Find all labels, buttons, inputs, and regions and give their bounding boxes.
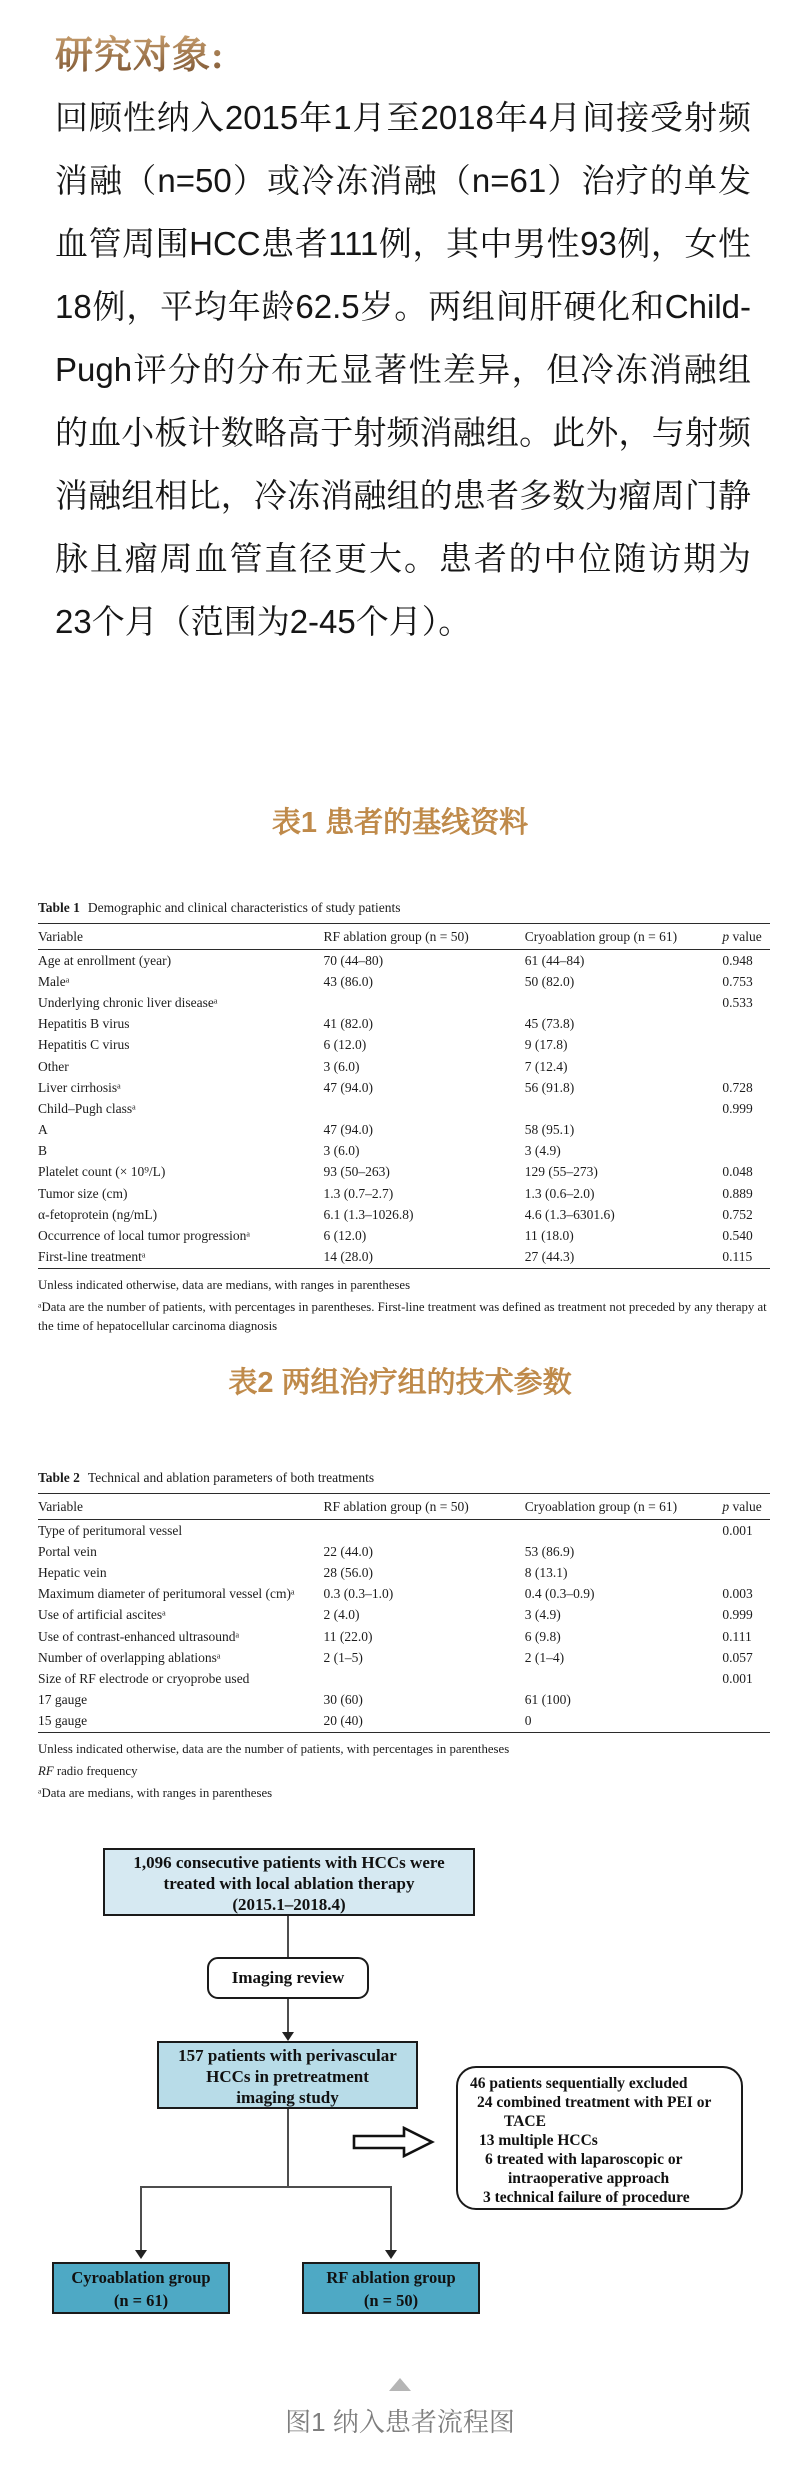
table1-footnotes bbox=[38, 1276, 770, 1337]
figure-caption: 图1 纳入患者流程图 bbox=[285, 2407, 515, 2437]
footnote-text: ᵃData are the number of patients, with percentages in parentheses. First-line treatment was defined as treatment not preceded by any therapy at the time of hepatocellular carcinoma diagnosis bbox=[38, 1299, 767, 1334]
row-p-value: 0.003 bbox=[722, 1586, 753, 1602]
table-row bbox=[38, 1562, 770, 1583]
flow-box-rf-line2: (n = 50) bbox=[363, 2291, 419, 2310]
flow-box-perivascular-line1: 157 patients with perivascular bbox=[178, 2046, 397, 2065]
table-row bbox=[38, 1690, 770, 1711]
table1-header-row bbox=[38, 924, 770, 950]
table-row bbox=[38, 1077, 770, 1098]
table-row bbox=[38, 1520, 770, 1542]
table2-header-variable: Variable bbox=[38, 1494, 323, 1520]
row-variable: Size of RF electrode or cryoprobe used bbox=[38, 1670, 250, 1686]
row-cryo-value bbox=[525, 992, 723, 1013]
table2-title-label: Table 2 bbox=[38, 1470, 80, 1485]
row-cryo-value bbox=[525, 1520, 723, 1542]
row-cryo-value: 2 (1–4) bbox=[524, 1649, 565, 1665]
row-cryo-value: 1.3 (0.6–2.0) bbox=[524, 1185, 595, 1201]
row-p-value: 0.889 bbox=[722, 1185, 753, 1201]
row-rf-value: 14 (28.0) bbox=[323, 1249, 373, 1265]
row-variable: Number of overlapping ablationsᵃ bbox=[38, 1649, 221, 1665]
row-p-value bbox=[722, 1690, 770, 1711]
row-p-value: 0.111 bbox=[722, 1628, 752, 1644]
flow-box-perivascular-line3: imaging study bbox=[236, 2088, 339, 2107]
footnote bbox=[38, 1762, 770, 1782]
row-p-value: 0.753 bbox=[722, 973, 753, 989]
row-p-value bbox=[722, 1711, 770, 1733]
footnote bbox=[38, 1740, 770, 1760]
connector-line bbox=[140, 2186, 392, 2188]
row-variable: Use of artificial ascitesᵃ bbox=[38, 1607, 166, 1623]
row-p-value: 0.948 bbox=[722, 952, 753, 968]
row-cryo-value: 7 (12.4) bbox=[524, 1058, 568, 1074]
table2-title bbox=[38, 1470, 770, 1486]
row-variable: 17 gauge bbox=[38, 1692, 88, 1708]
table1-header-rf-group: RF ablation group (n = 50) bbox=[323, 924, 524, 950]
flow-box-perivascular-line2: HCCs in pretreatment bbox=[206, 2067, 369, 2086]
row-rf-value bbox=[323, 992, 524, 1013]
row-p-value: 0.001 bbox=[722, 1522, 753, 1538]
excluded-line: 3 technical failure of procedure bbox=[483, 2189, 690, 2206]
footnote-text: Unless indicated otherwise, data are the number of patients, with percentages in parentheses bbox=[38, 1741, 510, 1756]
table2-caption-cn: 表2 两组治疗组的技术参数 bbox=[228, 1367, 572, 1399]
footnote bbox=[38, 1298, 770, 1338]
row-rf-value: 3 (6.0) bbox=[323, 1143, 360, 1159]
flow-box-all-patients bbox=[103, 1848, 475, 1916]
row-variable: Type of peritumoral vessel bbox=[38, 1522, 183, 1538]
row-rf-value: 11 (22.0) bbox=[323, 1628, 373, 1644]
table-row bbox=[38, 1141, 770, 1162]
connector-line bbox=[287, 2109, 289, 2186]
row-variable: Underlying chronic liver diseaseᵃ bbox=[38, 994, 218, 1010]
row-rf-value: 70 (44–80) bbox=[323, 952, 384, 968]
row-rf-value: 6 (12.0) bbox=[323, 1037, 367, 1053]
row-cryo-value bbox=[525, 1668, 723, 1689]
row-p-value: 0.752 bbox=[722, 1206, 753, 1222]
table1-title bbox=[38, 900, 770, 916]
row-variable: Use of contrast-enhanced ultrasoundᵃ bbox=[38, 1628, 240, 1644]
row-variable: Hepatic vein bbox=[38, 1564, 107, 1580]
row-cryo-value: 6 (9.8) bbox=[524, 1628, 561, 1644]
row-rf-value: 1.3 (0.7–2.7) bbox=[323, 1185, 394, 1201]
connector-line bbox=[287, 1999, 289, 2033]
excluded-line: TACE bbox=[504, 2113, 546, 2130]
row-variable: Maleᵃ bbox=[38, 973, 70, 989]
table2-header-row bbox=[38, 1494, 770, 1520]
row-p-value: 0.057 bbox=[722, 1649, 753, 1665]
table-row bbox=[38, 1204, 770, 1225]
table-row bbox=[38, 1605, 770, 1626]
row-rf-value: 20 (40) bbox=[323, 1713, 363, 1729]
excluded-line: 24 combined treatment with PEI or bbox=[477, 2094, 712, 2111]
row-variable: Liver cirrhosisᵃ bbox=[38, 1079, 121, 1095]
row-variable: First-line treatmentᵃ bbox=[38, 1249, 146, 1265]
row-variable: Child–Pugh classᵃ bbox=[38, 1100, 136, 1116]
table-row bbox=[38, 950, 770, 972]
row-variable: Hepatitis C virus bbox=[38, 1037, 130, 1053]
table2-header-cryo-group: Cryoablation group (n = 61) bbox=[525, 1494, 723, 1520]
row-p-value: 0.048 bbox=[722, 1164, 753, 1180]
table-row bbox=[38, 1120, 770, 1141]
row-rf-value: 47 (94.0) bbox=[323, 1122, 373, 1138]
row-cryo-value: 4.6 (1.3–6301.6) bbox=[524, 1206, 615, 1222]
row-variable: α-fetoprotein (ng/mL) bbox=[38, 1206, 158, 1222]
table1-title-label: Table 1 bbox=[38, 900, 80, 915]
table1-figure bbox=[38, 900, 770, 1339]
row-p-value: 0.540 bbox=[722, 1228, 753, 1244]
row-p-value: 0.728 bbox=[722, 1079, 753, 1095]
row-rf-value: 47 (94.0) bbox=[323, 1079, 373, 1095]
row-rf-value: 6 (12.0) bbox=[323, 1228, 367, 1244]
table2-header-pvalue: p value bbox=[722, 1494, 770, 1520]
footnote-text: Unless indicated otherwise, data are medians, with ranges in parentheses bbox=[38, 1277, 411, 1292]
flow-box-imaging-review: Imaging review bbox=[207, 1957, 369, 1999]
table-row bbox=[38, 1647, 770, 1668]
row-rf-value: 2 (4.0) bbox=[323, 1607, 360, 1623]
flow-box-perivascular bbox=[157, 2041, 418, 2109]
row-p-value bbox=[722, 1141, 770, 1162]
row-p-value bbox=[722, 1120, 770, 1141]
table1-header-cryo-group: Cryoablation group (n = 61) bbox=[525, 924, 723, 950]
row-variable: Hepatitis B virus bbox=[38, 1016, 130, 1032]
row-cryo-value: 0.4 (0.3–0.9) bbox=[524, 1586, 595, 1602]
row-cryo-value: 58 (95.1) bbox=[524, 1122, 575, 1138]
row-variable: 15 gauge bbox=[38, 1713, 88, 1729]
table2-footnotes bbox=[38, 1740, 770, 1803]
row-p-value: 0.999 bbox=[722, 1100, 753, 1116]
flow-box-all-patients-line2: treated with local ablation therapy bbox=[163, 1874, 415, 1893]
table-row bbox=[38, 1162, 770, 1183]
row-cryo-value: 9 (17.8) bbox=[524, 1037, 568, 1053]
connector-line bbox=[287, 1916, 289, 1957]
section-heading: 研究对象: bbox=[55, 24, 225, 79]
row-rf-value: 93 (50–263) bbox=[323, 1164, 390, 1180]
table-row bbox=[38, 1668, 770, 1689]
row-rf-value: 43 (86.0) bbox=[323, 973, 373, 989]
table-row bbox=[38, 1711, 770, 1733]
footnote-text: ᵃData are medians, with ranges in parentheses bbox=[38, 1785, 273, 1800]
row-p-value: 0.533 bbox=[722, 994, 753, 1010]
table2-title-text: Technical and ablation parameters of both treatments bbox=[87, 1470, 375, 1485]
row-p-value: 0.001 bbox=[722, 1670, 753, 1686]
table1-caption-cn: 表1 患者的基线资料 bbox=[271, 807, 529, 839]
row-variable: Platelet count (× 10⁹/L) bbox=[38, 1164, 166, 1180]
row-variable: B bbox=[38, 1143, 48, 1159]
excluded-line: 13 multiple HCCs bbox=[479, 2132, 598, 2149]
flow-box-excluded bbox=[456, 2066, 743, 2210]
row-p-value bbox=[722, 1035, 770, 1056]
table-row bbox=[38, 1584, 770, 1605]
arrow-down-icon bbox=[385, 2250, 397, 2259]
row-cryo-value: 56 (91.8) bbox=[524, 1079, 575, 1095]
flow-box-rf-ablation-group bbox=[302, 2262, 480, 2314]
row-variable: Tumor size (cm) bbox=[38, 1185, 128, 1201]
table1 bbox=[38, 923, 770, 1269]
row-variable: Age at enrollment (year) bbox=[38, 952, 172, 968]
table1-header-pvalue: p value bbox=[722, 924, 770, 950]
row-variable: Maximum diameter of peritumoral vessel (cm)ᵃ bbox=[38, 1586, 295, 1602]
table-row bbox=[38, 1014, 770, 1035]
row-p-value bbox=[722, 1562, 770, 1583]
table1-header-variable: Variable bbox=[38, 924, 323, 950]
table-row bbox=[38, 992, 770, 1013]
row-cryo-value: 8 (13.1) bbox=[524, 1564, 568, 1580]
table-row bbox=[38, 1035, 770, 1056]
row-p-value: 0.115 bbox=[722, 1249, 753, 1265]
excluded-line: 46 patients sequentially excluded bbox=[470, 2075, 688, 2092]
row-variable: Portal vein bbox=[38, 1543, 97, 1559]
row-p-value bbox=[722, 1056, 770, 1077]
footnote-text: radio frequency bbox=[53, 1763, 138, 1778]
table-row bbox=[38, 1626, 770, 1647]
table-row bbox=[38, 971, 770, 992]
connector-line bbox=[390, 2186, 392, 2251]
row-rf-value bbox=[323, 1520, 524, 1542]
arrow-down-icon bbox=[282, 2032, 294, 2041]
row-cryo-value: 0 bbox=[524, 1713, 532, 1729]
excluded-arrow-icon bbox=[352, 2126, 436, 2158]
row-cryo-value: 53 (86.9) bbox=[524, 1543, 575, 1559]
row-p-value bbox=[722, 1541, 770, 1562]
row-p-value bbox=[722, 1014, 770, 1035]
row-cryo-value: 11 (18.0) bbox=[524, 1228, 574, 1244]
row-cryo-value: 129 (55–273) bbox=[524, 1164, 598, 1180]
table-row bbox=[38, 1541, 770, 1562]
excluded-line: intraoperative approach bbox=[508, 2170, 670, 2187]
row-rf-value: 0.3 (0.3–1.0) bbox=[323, 1586, 394, 1602]
flow-box-rf-line1: RF ablation group bbox=[326, 2268, 456, 2287]
study-description-paragraph: 回顾性纳入2015年1月至2018年4月间接受射频消融（n=50）或冷冻消融（n=61）治疗的单发血管周围HCC患者111例，其中男性93例，女性18例，平均年龄62.5岁。两组间肝硬化和Child-Pugh评分的分布无显著性差异，但冷冻消融组的血小板计数略高于射频消融组。此外，与射频消融组相比，冷冻消融组的患者多数为瘤周门静脉且瘤周血管直径更大。患者的中位随访期为23个月（范围为2-45个月）。 bbox=[55, 99, 751, 640]
row-rf-value: 28 (56.0) bbox=[323, 1564, 373, 1580]
table-row bbox=[38, 1098, 770, 1119]
row-p-value: 0.999 bbox=[722, 1607, 753, 1623]
connector-line bbox=[140, 2186, 142, 2251]
arrow-down-icon bbox=[135, 2250, 147, 2259]
row-cryo-value: 61 (44–84) bbox=[524, 952, 585, 968]
flow-box-cryo-line1: Cyroablation group bbox=[71, 2268, 211, 2287]
flow-box-all-patients-line3: (2015.1–2018.4) bbox=[232, 1895, 346, 1914]
row-rf-value bbox=[323, 1098, 524, 1119]
table2 bbox=[38, 1493, 770, 1733]
table-row bbox=[38, 1247, 770, 1269]
table-row bbox=[38, 1225, 770, 1246]
table2-header-rf-group: RF ablation group (n = 50) bbox=[323, 1494, 524, 1520]
row-cryo-value: 3 (4.9) bbox=[524, 1143, 561, 1159]
excluded-line: 6 treated with laparoscopic or bbox=[485, 2151, 683, 2168]
row-rf-value bbox=[323, 1668, 524, 1689]
row-cryo-value: 61 (100) bbox=[524, 1692, 571, 1708]
table-row bbox=[38, 1183, 770, 1204]
table-row bbox=[38, 1056, 770, 1077]
row-rf-value: 22 (44.0) bbox=[323, 1543, 373, 1559]
row-rf-value: 30 (60) bbox=[323, 1692, 363, 1708]
footnote bbox=[38, 1784, 770, 1804]
table1-title-text: Demographic and clinical characteristics of study patients bbox=[87, 900, 401, 915]
row-variable: Other bbox=[38, 1058, 69, 1074]
row-cryo-value: 3 (4.9) bbox=[524, 1607, 561, 1623]
row-variable: Occurrence of local tumor progressionᵃ bbox=[38, 1228, 251, 1244]
collapse-triangle-icon[interactable] bbox=[389, 2378, 411, 2391]
flow-box-cryoablation-group bbox=[52, 2262, 230, 2314]
row-rf-value: 6.1 (1.3–1026.8) bbox=[323, 1206, 414, 1222]
row-rf-value: 41 (82.0) bbox=[323, 1016, 373, 1032]
row-cryo-value: 45 (73.8) bbox=[524, 1016, 575, 1032]
footnote-term: RF bbox=[38, 1763, 54, 1778]
table2-figure bbox=[38, 1470, 770, 1805]
row-cryo-value: 50 (82.0) bbox=[524, 973, 575, 989]
row-cryo-value: 27 (44.3) bbox=[524, 1249, 575, 1265]
row-cryo-value bbox=[525, 1098, 723, 1119]
row-rf-value: 2 (1–5) bbox=[323, 1649, 363, 1665]
row-variable: A bbox=[38, 1122, 48, 1138]
footnote bbox=[38, 1276, 770, 1296]
flow-box-all-patients-line1: 1,096 consecutive patients with HCCs were bbox=[133, 1853, 445, 1872]
row-rf-value: 3 (6.0) bbox=[323, 1058, 360, 1074]
flow-box-cryo-line2: (n = 61) bbox=[113, 2291, 169, 2310]
